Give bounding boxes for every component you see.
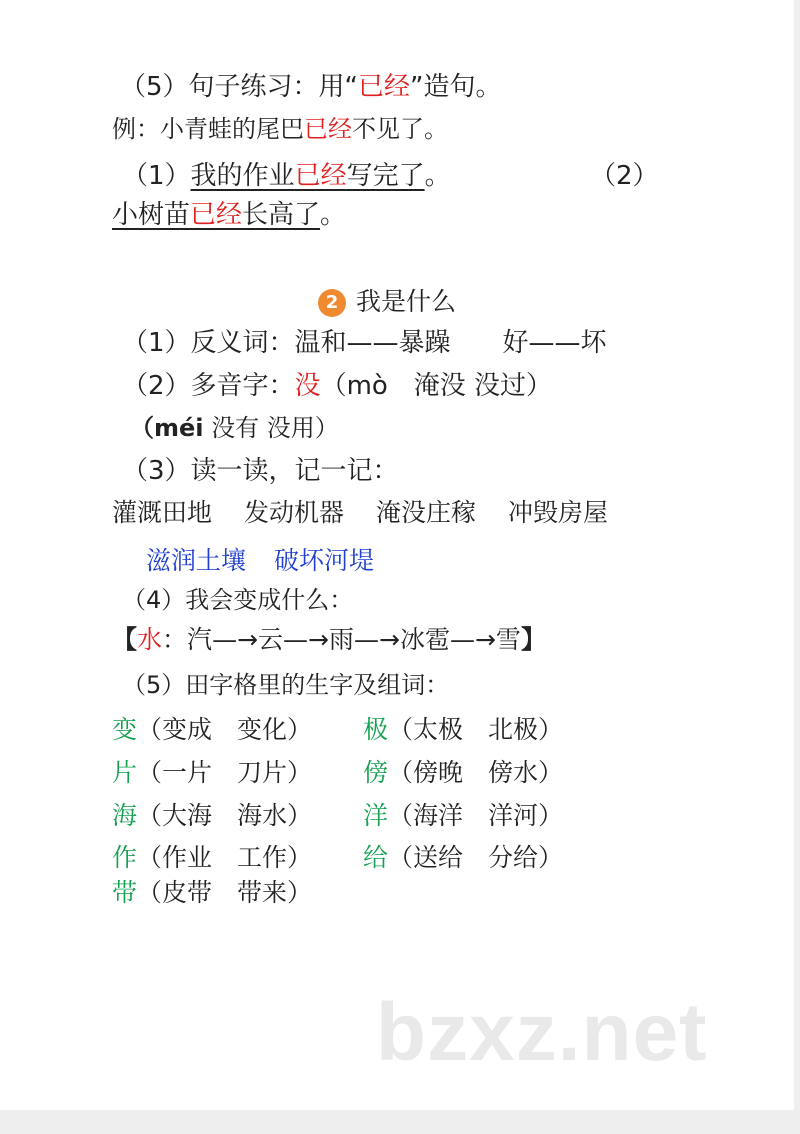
answer-1-text: 我的作业已经写完了 [190, 161, 425, 191]
list-item: 极（太极 北极） [363, 715, 564, 744]
keyword: 已经 [358, 72, 411, 102]
polyphone-char: 没 [294, 371, 321, 401]
read-item: 滋润土壤 [146, 546, 247, 575]
read-title: （3）读一读，记一记： [122, 456, 399, 486]
watermark: bzxz.net [376, 987, 708, 1078]
vocab-char: 片 [112, 758, 138, 787]
arrow-icon: —→ [212, 625, 259, 654]
list-item: 变（变成 变化） [112, 715, 313, 744]
read-items-blue-row [146, 546, 374, 576]
list-item: 作（作业 工作） [112, 843, 313, 872]
vocab-char: 带 [112, 878, 138, 907]
water-keyword: 水 [137, 625, 163, 654]
arrow-icon: —→ [449, 625, 496, 654]
vocab-char: 傍 [363, 758, 389, 787]
list-item: 给（送给 分给） [363, 843, 564, 872]
list-item: 片（一片 刀片） [112, 758, 313, 787]
read-items-row [112, 498, 608, 528]
answer-1: （1）我的作业已经写完了。 [122, 161, 451, 191]
vocab-char: 海 [112, 801, 138, 830]
arrow-icon: —→ [354, 625, 400, 654]
read-item: 淹没庄稼 [376, 498, 477, 527]
list-item: 海（大海 海水） [112, 801, 313, 830]
change-title: （4）我会变成什么： [122, 586, 354, 614]
vocab-char: 极 [363, 715, 389, 744]
read-item: 发动机器 [244, 498, 345, 527]
list-item: 傍（傍晚 傍水） [363, 758, 564, 787]
water-cycle-line: 【水：汽—→云—→雨—→冰雹—→雪】 [112, 625, 546, 654]
sentence-practice-heading: （5）句子练习：用“已经”造句。 [120, 72, 502, 102]
vocab-char: 洋 [363, 801, 389, 830]
read-item: 冲毁房屋 [508, 498, 609, 527]
example-sentence: 例：小青蛙的尾巴已经不见了。 [112, 115, 448, 143]
vocab-char: 变 [112, 715, 138, 744]
vocab-char: 作 [112, 843, 138, 872]
arrow-icon: —→ [283, 625, 329, 654]
answer-2: 小树苗已经长高了。 [112, 200, 347, 230]
keyword: 已经 [304, 115, 352, 143]
antonym-line: （1）反义词：温和——暴躁 好——坏 [122, 328, 607, 358]
lesson-number-badge: 2 [318, 289, 346, 317]
pinyin: （méi [130, 414, 204, 442]
list-item: 洋（海洋 洋河） [363, 801, 564, 830]
lesson-title: 2 我是什么 [318, 287, 456, 317]
read-item: 灌溉田地 [112, 498, 213, 527]
list-item: 带（皮带 带来） [112, 878, 313, 907]
grid-words-title: （5）田字格里的生字及组词： [122, 671, 450, 699]
polyphone-line: （2）多音字：没（mò 淹没 没过） [122, 371, 553, 401]
vocab-char: 给 [363, 843, 389, 872]
read-item: 破坏河堤 [274, 546, 375, 575]
answer-2-text: 小树苗已经长高了 [112, 200, 321, 230]
answer-2-number: （2） [590, 161, 659, 191]
polyphone-line-2: （méi 没有 没用） [130, 414, 339, 442]
